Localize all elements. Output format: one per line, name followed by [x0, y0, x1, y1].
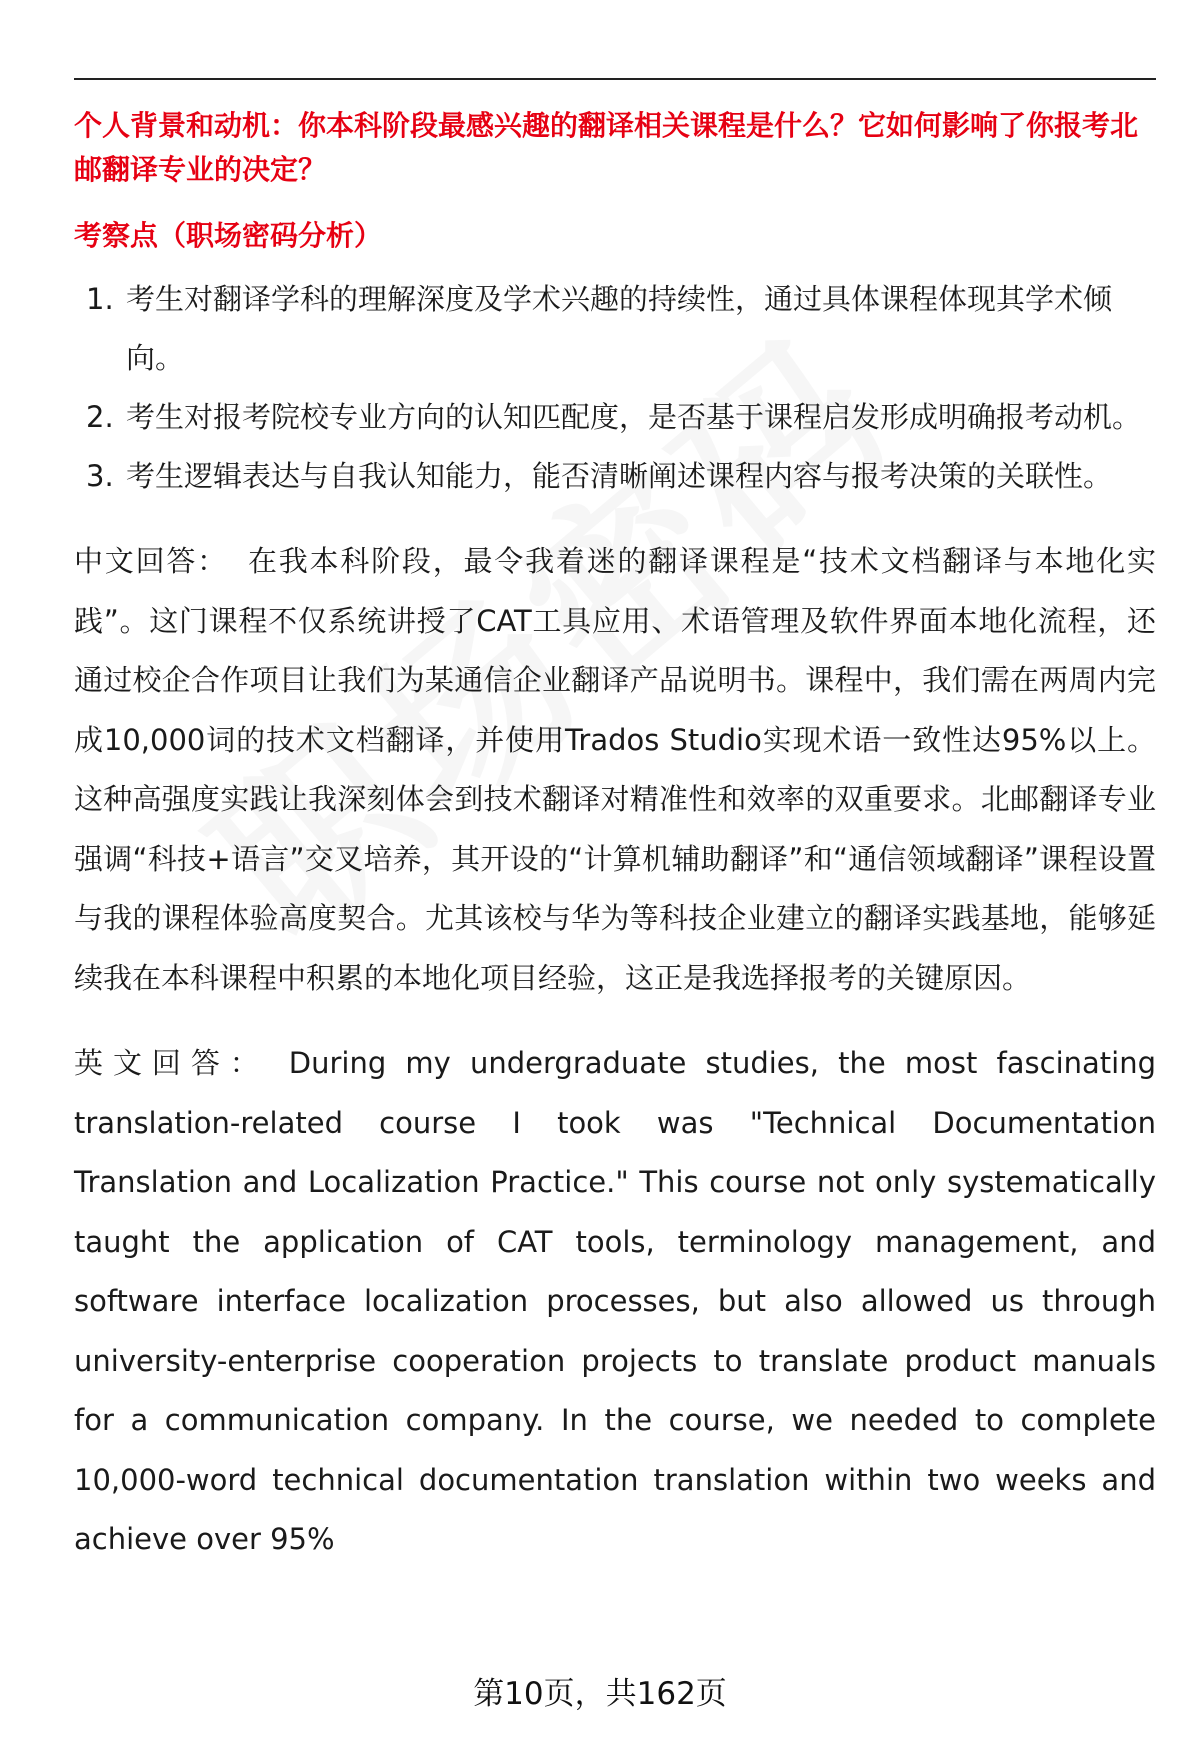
list-item-number: 1. — [86, 282, 114, 316]
english-answer-label: 英文回答： — [74, 1046, 269, 1080]
page-number-footer: 第10页，共162页 — [473, 1676, 727, 1712]
list-item-number: 3. — [86, 459, 114, 493]
english-answer — [74, 1034, 1156, 1570]
list-item — [74, 388, 1156, 447]
assessment-points-list — [74, 270, 1156, 506]
page-content — [74, 104, 1156, 1570]
chinese-answer — [74, 532, 1156, 1008]
list-item — [74, 270, 1156, 388]
chinese-answer-text: 在我本科阶段，最令我着迷的翻译课程是“技术文档翻译与本地化实践”。这门课程不仅系统讲授了CAT工具应用、术语管理及软件界面本地化流程，还通过校企合作项目让我们为某通信企业翻译产品说明书。课程中，我们需在两周内完成10,000词的技术文档翻译，并使用Trados Studio实现术语一致性达95%以上。这种高强度实践让我深刻体会到技术翻译对精准性和效率的双重要求。北邮翻译专业强调“科技+语言”交叉培养，其开设的“计算机辅助翻译”和“通信领域翻译”课程设置与我的课程体验高度契合。尤其该校与华为等科技企业建立的翻译实践基地，能够延续我在本科课程中积累的本地化项目经验，这正是我选择报考的关键原因。 — [74, 544, 1156, 995]
list-item-text: 考生对翻译学科的理解深度及学术兴趣的持续性，通过具体课程体现其学术倾向。 — [126, 282, 1113, 375]
list-item-text: 考生逻辑表达与自我认知能力，能否清晰阐述课程内容与报考决策的关联性。 — [126, 459, 1113, 493]
english-answer-text: During my undergraduate studies, the most fascinating translation-related course I took was "Technical Documentation Translation and Localization Practice." This course not only systematically taught the application of CAT tools, terminology management, and software interface localization processes, but also allowed us through university-enterprise cooperation projects to translate product manuals for a communication company. In the course, we needed to complete 10,000-word technical documentation translation within two weeks and achieve over 95% — [74, 1046, 1156, 1556]
list-item-text: 考生对报考院校专业方向的认知匹配度，是否基于课程启发形成明确报考动机。 — [126, 400, 1142, 434]
list-item-number: 2. — [86, 400, 114, 434]
list-item — [74, 447, 1156, 506]
question-title: 个人背景和动机：你本科阶段最感兴趣的翻译相关课程是什么？它如何影响了你报考北邮翻译专业的决定？ — [74, 109, 1139, 186]
top-divider — [74, 78, 1156, 80]
chinese-answer-label: 中文回答： — [74, 544, 228, 578]
assessment-heading: 考察点（职场密码分析） — [74, 219, 383, 252]
